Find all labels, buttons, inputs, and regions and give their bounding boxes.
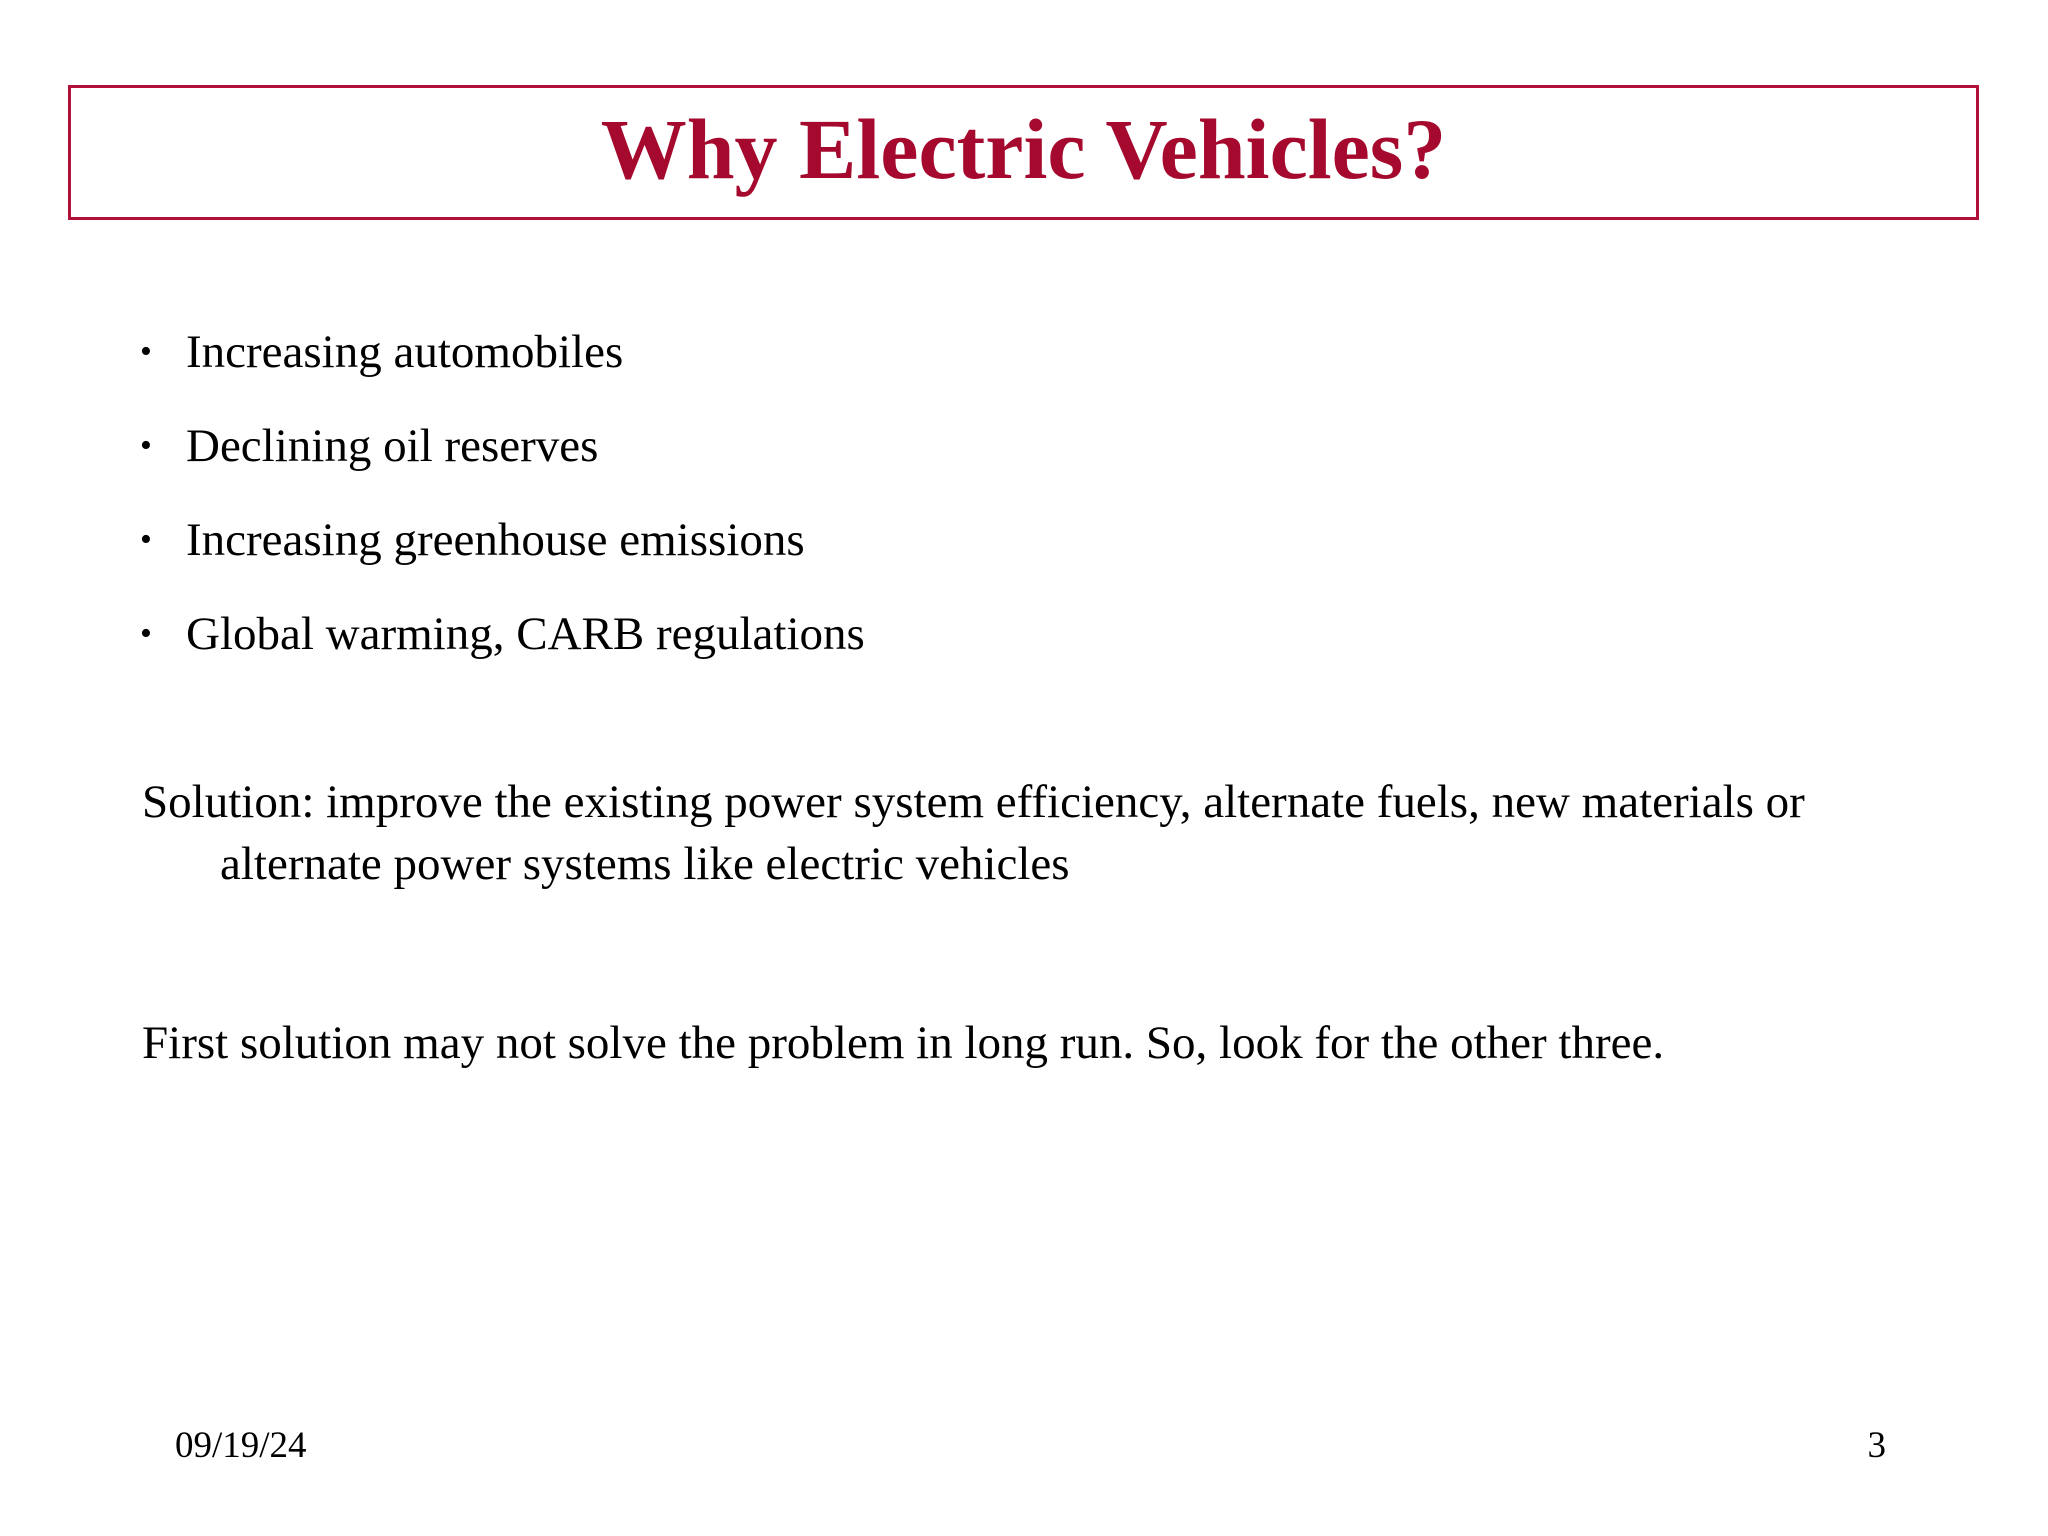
bullet-text: Global warming, CARB regulations xyxy=(186,608,865,660)
bullet-icon: • xyxy=(140,333,152,370)
bullet-item xyxy=(140,510,865,604)
bullet-item xyxy=(140,604,865,698)
first-solution-paragraph: First solution may not solve the problem in long run. So, look for the other three. xyxy=(142,1017,1665,1069)
bullet-text: Increasing greenhouse emissions xyxy=(186,514,805,566)
title-box xyxy=(68,85,1979,220)
bullet-item xyxy=(140,322,865,416)
page-number: 3 xyxy=(1867,1425,1886,1466)
solution-paragraph: Solution: improve the existing power system efficiency, alternate fuels, new materials or alternate power systems like electric vehicles xyxy=(142,776,1805,890)
footer-date: 09/19/24 xyxy=(175,1425,307,1466)
bullet-list xyxy=(140,322,865,698)
slide-title: Why Electric Vehicles? xyxy=(600,100,1447,197)
bullet-icon: • xyxy=(140,521,152,558)
bullet-icon: • xyxy=(140,427,152,464)
bullet-text: Declining oil reserves xyxy=(186,420,599,472)
bullet-text: Increasing automobiles xyxy=(186,326,624,378)
bullet-item xyxy=(140,416,865,510)
bullet-icon: • xyxy=(140,615,152,652)
